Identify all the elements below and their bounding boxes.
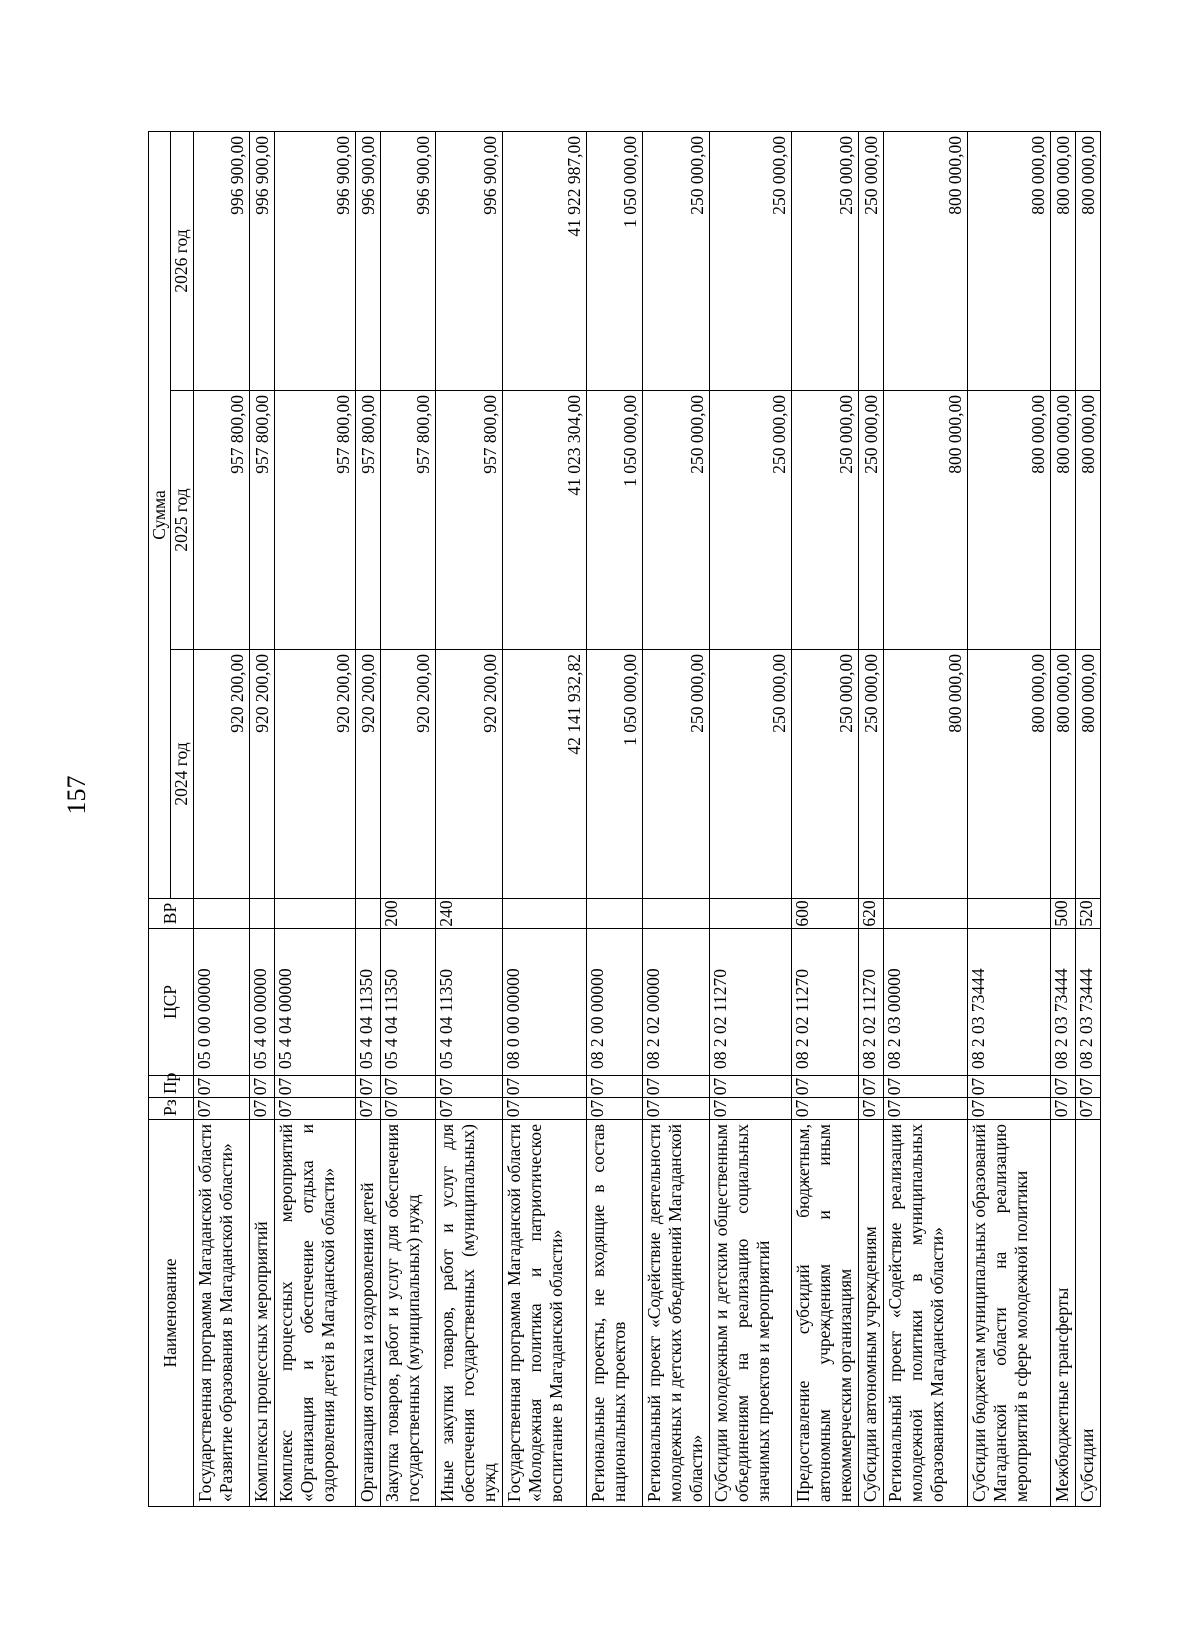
row-2024-cell: 920 200,00 <box>435 650 502 899</box>
row-rz-cell: 07 <box>193 1098 249 1120</box>
row-2025-cell: 957 800,00 <box>435 391 502 650</box>
row-rz-cell: 07 <box>967 1098 1050 1120</box>
row-2026-cell: 996 900,00 <box>193 131 249 390</box>
row-2024-cell: 800 000,00 <box>1075 650 1100 899</box>
row-name-cell: Региональные проекты, не входящие в состав национальных проектов <box>586 1120 642 1507</box>
row-vr-cell <box>249 899 274 929</box>
table-row <box>355 131 380 1506</box>
row-pr-cell: 07 <box>1050 1076 1075 1098</box>
row-vr-cell: 600 <box>791 899 858 929</box>
row-pr-cell: 07 <box>709 1076 791 1098</box>
row-vr-cell <box>193 899 249 929</box>
row-csr-cell: 05 0 00 00000 <box>193 929 249 1076</box>
column-header-csr: ЦСР <box>149 929 194 1076</box>
row-name-cell: Государственная программа Магаданской области «Развитие образования в Магаданской области» <box>193 1120 249 1507</box>
row-vr-cell: 520 <box>1075 899 1100 929</box>
row-2026-cell: 250 000,00 <box>709 131 791 390</box>
row-name-cell: Субсидии автономным учреждениям <box>858 1120 883 1507</box>
row-csr-cell: 08 2 03 73444 <box>967 929 1050 1076</box>
table-row <box>502 131 586 1506</box>
row-pr-cell: 07 <box>858 1076 883 1098</box>
table-body <box>193 131 1100 1506</box>
row-2026-cell: 800 000,00 <box>967 131 1050 390</box>
table-row <box>1050 131 1075 1506</box>
row-csr-cell: 08 2 02 00000 <box>642 929 709 1076</box>
budget-table-container <box>148 132 1099 1507</box>
row-2025-cell: 250 000,00 <box>642 391 709 650</box>
row-2024-cell: 800 000,00 <box>967 650 1050 899</box>
row-pr-cell: 07 <box>274 1076 355 1098</box>
row-rz-cell: 07 <box>502 1098 586 1120</box>
row-vr-cell <box>586 899 642 929</box>
row-name-cell: Предоставление субсидий бюджетным, автономным учреждениям и иным некоммерческим организациям <box>791 1120 858 1507</box>
row-2025-cell: 800 000,00 <box>967 391 1050 650</box>
row-name-cell: Комплексы процессных мероприятий <box>249 1120 274 1507</box>
row-2025-cell: 957 800,00 <box>274 391 355 650</box>
table-row <box>791 131 858 1506</box>
row-vr-cell <box>967 899 1050 929</box>
column-header-sum: Сумма <box>149 131 171 898</box>
row-2025-cell: 250 000,00 <box>858 391 883 650</box>
row-name-cell: Организация отдыха и оздоровления детей <box>355 1120 380 1507</box>
row-2024-cell: 250 000,00 <box>858 650 883 899</box>
row-pr-cell: 07 <box>249 1076 274 1098</box>
column-header-2026: 2026 год <box>171 131 193 390</box>
row-2026-cell: 996 900,00 <box>355 131 380 390</box>
row-pr-cell: 07 <box>380 1076 435 1098</box>
column-header-2025: 2025 год <box>171 391 193 650</box>
column-header-pr: Пр <box>149 1076 194 1098</box>
row-2025-cell: 1 050 000,00 <box>586 391 642 650</box>
row-2026-cell: 800 000,00 <box>1075 131 1100 390</box>
row-name-cell: Региональный проект «Содействие деятельности молодежных и детских объединений Магаданской области» <box>642 1120 709 1507</box>
row-rz-cell: 07 <box>791 1098 858 1120</box>
row-2025-cell: 250 000,00 <box>709 391 791 650</box>
row-2024-cell: 800 000,00 <box>883 650 967 899</box>
row-2025-cell: 800 000,00 <box>883 391 967 650</box>
row-2026-cell: 250 000,00 <box>642 131 709 390</box>
row-2026-cell: 41 922 987,00 <box>502 131 586 390</box>
row-name-cell: Иные закупки товаров, работ и услуг для обеспечения государственных (муниципальных) нужд <box>435 1120 502 1507</box>
row-pr-cell: 07 <box>642 1076 709 1098</box>
row-pr-cell: 07 <box>193 1076 249 1098</box>
table-row <box>883 131 967 1506</box>
row-name-cell: Государственная программа Магаданской области «Молодежная политика и патриотическое воспитание в Магаданской области» <box>502 1120 586 1507</box>
table-row <box>249 131 274 1506</box>
row-pr-cell: 07 <box>355 1076 380 1098</box>
table-row <box>709 131 791 1506</box>
row-csr-cell: 08 2 02 11270 <box>791 929 858 1076</box>
row-vr-cell: 240 <box>435 899 502 929</box>
row-name-cell: Комплекс процессных мероприятий «Организация и обеспечение отдыха и оздоровления детей в Магаданской области» <box>274 1120 355 1507</box>
row-2026-cell: 800 000,00 <box>883 131 967 390</box>
row-name-cell: Субсидии молодежным и детским общественным объединениям на реализацию социальных значимых проектов и мероприятий <box>709 1120 791 1507</box>
row-csr-cell: 08 2 02 11270 <box>709 929 791 1076</box>
row-2026-cell: 996 900,00 <box>274 131 355 390</box>
table-row <box>380 131 435 1506</box>
row-csr-cell: 05 4 04 11350 <box>355 929 380 1076</box>
row-2025-cell: 41 023 304,00 <box>502 391 586 650</box>
row-vr-cell <box>709 899 791 929</box>
row-rz-cell: 07 <box>858 1098 883 1120</box>
row-2025-cell: 800 000,00 <box>1075 391 1100 650</box>
row-2024-cell: 42 141 932,82 <box>502 650 586 899</box>
row-2024-cell: 920 200,00 <box>355 650 380 899</box>
row-csr-cell: 05 4 00 00000 <box>249 929 274 1076</box>
table-row <box>274 131 355 1506</box>
row-2026-cell: 250 000,00 <box>791 131 858 390</box>
row-rz-cell: 07 <box>355 1098 380 1120</box>
row-2024-cell: 800 000,00 <box>1050 650 1075 899</box>
table-row <box>586 131 642 1506</box>
row-vr-cell: 200 <box>380 899 435 929</box>
column-header-name: Наименование <box>149 1120 194 1507</box>
row-rz-cell: 07 <box>1075 1098 1100 1120</box>
row-rz-cell: 07 <box>709 1098 791 1120</box>
row-csr-cell: 08 2 03 73444 <box>1075 929 1100 1076</box>
row-2026-cell: 250 000,00 <box>858 131 883 390</box>
row-pr-cell: 07 <box>502 1076 586 1098</box>
row-rz-cell: 07 <box>642 1098 709 1120</box>
table-row <box>1075 131 1100 1506</box>
row-vr-cell: 500 <box>1050 899 1075 929</box>
row-vr-cell <box>274 899 355 929</box>
row-2025-cell: 957 800,00 <box>380 391 435 650</box>
row-2025-cell: 250 000,00 <box>791 391 858 650</box>
row-2026-cell: 996 900,00 <box>249 131 274 390</box>
row-2024-cell: 250 000,00 <box>709 650 791 899</box>
row-pr-cell: 07 <box>1075 1076 1100 1098</box>
row-pr-cell: 07 <box>791 1076 858 1098</box>
table-row <box>642 131 709 1506</box>
row-name-cell: Субсидии <box>1075 1120 1100 1507</box>
row-csr-cell: 08 0 00 00000 <box>502 929 586 1076</box>
row-2025-cell: 957 800,00 <box>355 391 380 650</box>
row-2026-cell: 996 900,00 <box>380 131 435 390</box>
row-csr-cell: 08 2 00 00000 <box>586 929 642 1076</box>
row-name-cell: Межбюджетные трансферты <box>1050 1120 1075 1507</box>
row-pr-cell: 07 <box>435 1076 502 1098</box>
row-2025-cell: 800 000,00 <box>1050 391 1075 650</box>
row-rz-cell: 07 <box>586 1098 642 1120</box>
row-2024-cell: 920 200,00 <box>249 650 274 899</box>
row-rz-cell: 07 <box>1050 1098 1075 1120</box>
row-vr-cell <box>642 899 709 929</box>
row-2026-cell: 800 000,00 <box>1050 131 1075 390</box>
row-2024-cell: 920 200,00 <box>380 650 435 899</box>
row-vr-cell <box>883 899 967 929</box>
table-row <box>858 131 883 1506</box>
table-header <box>149 131 194 1506</box>
row-csr-cell: 08 2 02 11270 <box>858 929 883 1076</box>
page-number: 157 <box>62 775 91 815</box>
row-vr-cell: 620 <box>858 899 883 929</box>
table-row <box>193 131 249 1506</box>
row-2026-cell: 996 900,00 <box>435 131 502 390</box>
row-2024-cell: 920 200,00 <box>193 650 249 899</box>
table-row <box>435 131 502 1506</box>
row-csr-cell: 05 4 04 11350 <box>435 929 502 1076</box>
column-header-rz: Рз <box>149 1098 194 1120</box>
row-2025-cell: 957 800,00 <box>249 391 274 650</box>
row-vr-cell <box>502 899 586 929</box>
row-csr-cell: 08 2 03 73444 <box>1050 929 1075 1076</box>
row-name-cell: Субсидии бюджетам муниципальных образований Магаданской области на реализацию мероприятий в сфере молодежной политики <box>967 1120 1050 1507</box>
row-2026-cell: 1 050 000,00 <box>586 131 642 390</box>
row-rz-cell: 07 <box>249 1098 274 1120</box>
row-rz-cell: 07 <box>435 1098 502 1120</box>
row-csr-cell: 05 4 04 00000 <box>274 929 355 1076</box>
row-2024-cell: 250 000,00 <box>791 650 858 899</box>
column-header-vr: ВР <box>149 899 194 929</box>
row-csr-cell: 08 2 03 00000 <box>883 929 967 1076</box>
row-name-cell: Закупка товаров, работ и услуг для обеспечения государственных (муниципальных) нужд <box>380 1120 435 1507</box>
row-name-cell: Региональный проект «Содействие реализации молодежной политики в муниципальных образованиях Магаданской области» <box>883 1120 967 1507</box>
row-vr-cell <box>355 899 380 929</box>
table-row <box>967 131 1050 1506</box>
row-rz-cell: 07 <box>380 1098 435 1120</box>
row-2024-cell: 920 200,00 <box>274 650 355 899</box>
budget-table <box>148 131 1101 1507</box>
row-2025-cell: 957 800,00 <box>193 391 249 650</box>
row-csr-cell: 05 4 04 11350 <box>380 929 435 1076</box>
column-header-2024: 2024 год <box>171 650 193 899</box>
row-rz-cell: 07 <box>274 1098 355 1120</box>
row-pr-cell: 07 <box>883 1076 967 1098</box>
row-pr-cell: 07 <box>967 1076 1050 1098</box>
row-2024-cell: 250 000,00 <box>642 650 709 899</box>
row-rz-cell: 07 <box>883 1098 967 1120</box>
row-pr-cell: 07 <box>586 1076 642 1098</box>
row-2024-cell: 1 050 000,00 <box>586 650 642 899</box>
